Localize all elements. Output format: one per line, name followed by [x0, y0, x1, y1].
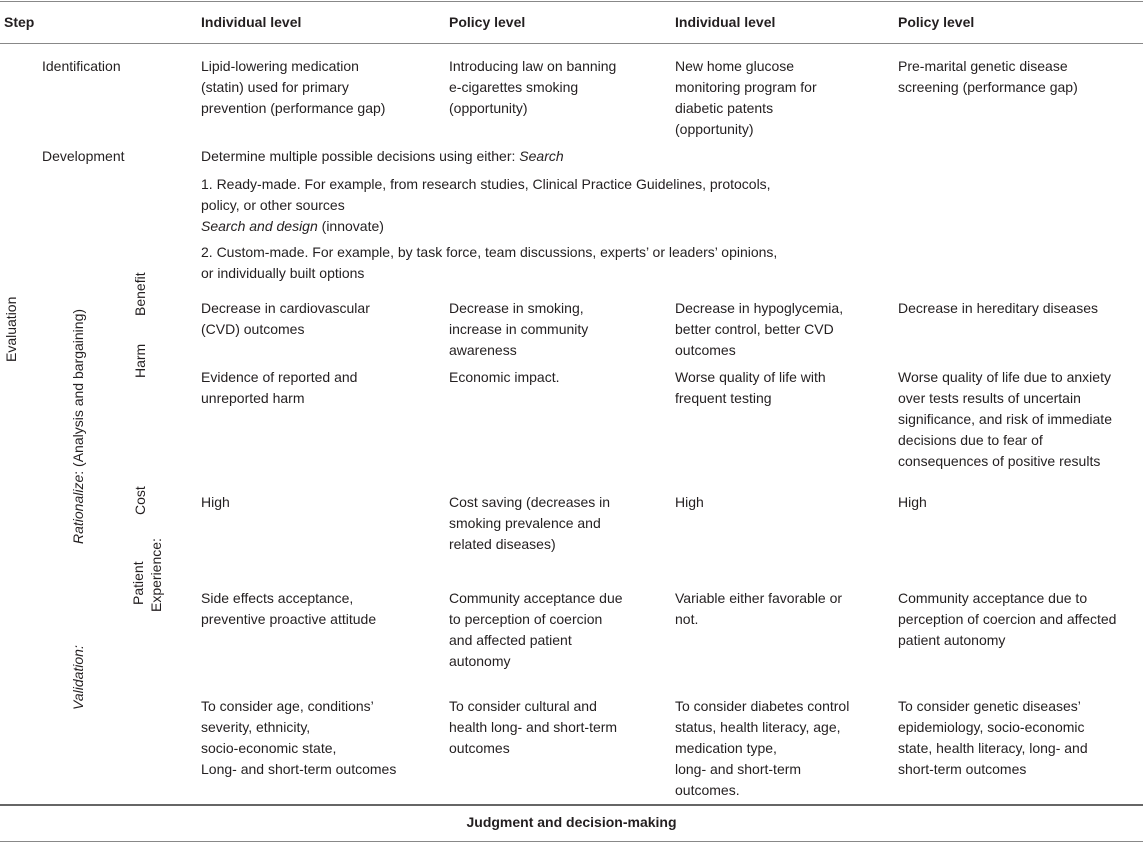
validation-c4 — [898, 696, 1088, 780]
line: better control, better CVD — [675, 321, 834, 337]
line: epidemiology, socio-economic — [898, 719, 1085, 735]
line: Worse quality of life with — [675, 369, 826, 385]
line: (statin) used for primary — [201, 79, 349, 95]
header-col3: Individual level — [675, 14, 776, 30]
rationalize-italic: Rationalize — [70, 474, 86, 544]
bottom-rule — [0, 841, 1143, 842]
line: High — [201, 494, 230, 510]
line: outcomes. — [675, 782, 740, 798]
line: long- and short-term — [675, 761, 802, 777]
line: diabetic patents — [675, 100, 774, 116]
line: To consider genetic diseases’ — [898, 698, 1081, 714]
line: short-term outcomes — [898, 761, 1027, 777]
harm-c3 — [675, 367, 826, 409]
line: Worse quality of life due to anxiety — [898, 369, 1111, 385]
header-col1: Individual level — [201, 14, 302, 30]
rationalize-rest: : (Analysis and bargaining) — [70, 308, 86, 475]
patient-experience-c4 — [898, 588, 1116, 651]
development-custom — [201, 242, 777, 284]
line: over tests results of uncertain — [898, 390, 1081, 406]
line: High — [898, 494, 927, 510]
line: health long- and short-term — [449, 719, 618, 735]
line: Pre-marital genetic disease — [898, 58, 1068, 74]
cost-c1 — [201, 492, 230, 513]
cost-label: Cost — [132, 486, 148, 515]
line: Side effects acceptance, — [201, 590, 354, 606]
line: Evidence of reported and — [201, 369, 358, 385]
line: High — [675, 494, 704, 510]
validation-c1 — [201, 696, 396, 780]
line: New home glucose — [675, 58, 795, 74]
benefit-c1 — [201, 298, 370, 340]
line: e-cigarettes smoking — [449, 79, 579, 95]
search-design-rest: (innovate) — [317, 218, 384, 234]
line: related diseases) — [449, 536, 556, 552]
harm-label: Harm — [132, 343, 148, 378]
line: To consider age, conditions’ — [201, 698, 374, 714]
line: outcomes — [675, 342, 736, 358]
line: 2. Custom-made. For example, by task force, team discussions, experts’ or leaders’ opinions, — [201, 244, 778, 260]
identification-label: Identification — [42, 58, 121, 74]
cost-c3 — [675, 492, 704, 513]
line: or individually built options — [201, 265, 365, 281]
line: monitoring program for — [675, 79, 817, 95]
line: severity, ethnicity, — [201, 719, 311, 735]
search-design-italic: Search and design — [201, 218, 318, 234]
development-ready — [201, 174, 771, 237]
line: significance, and risk of immediate — [898, 411, 1112, 427]
patient-experience-c1 — [201, 588, 376, 630]
line: unreported harm — [201, 390, 305, 406]
validation-label: Validation: — [70, 645, 86, 710]
evaluation-label: Evaluation — [3, 296, 19, 362]
top-rule — [0, 1, 1143, 2]
patient-label: Patient — [130, 561, 146, 605]
line: Cost saving (decreases in — [449, 494, 611, 510]
identification-c2 — [449, 56, 616, 119]
development-line1 — [201, 146, 564, 167]
line: preventive proactive attitude — [201, 611, 377, 627]
validation-c3 — [675, 696, 849, 801]
harm-c1 — [201, 367, 357, 409]
cost-c2 — [449, 492, 610, 555]
line — [201, 216, 771, 237]
identification-c1 — [201, 56, 385, 119]
line: Decrease in hereditary diseases — [898, 300, 1098, 316]
rationalize-label — [69, 309, 87, 544]
line: outcomes — [449, 740, 510, 756]
line: awareness — [449, 342, 517, 358]
line: medication type, — [675, 740, 777, 756]
header-step: Step — [4, 14, 35, 30]
line: smoking prevalence and — [449, 515, 601, 531]
validation-c2 — [449, 696, 617, 759]
line: state, health literacy, long- and — [898, 740, 1088, 756]
line: frequent testing — [675, 390, 772, 406]
line: to perception of coercion — [449, 611, 603, 627]
line: Long- and short-term outcomes — [201, 761, 397, 777]
benefit-c4 — [898, 298, 1098, 319]
line: consequences of positive results — [898, 453, 1101, 469]
line: policy, or other sources — [201, 197, 345, 213]
identification-c3 — [675, 56, 817, 140]
line: status, health literacy, age, — [675, 719, 841, 735]
line: Economic impact. — [449, 369, 560, 385]
identification-c4 — [898, 56, 1078, 98]
header-col2: Policy level — [449, 14, 526, 30]
line: Community acceptance due — [449, 590, 623, 606]
line: decisions due to fear of — [898, 432, 1043, 448]
line: Lipid-lowering medication — [201, 58, 359, 74]
benefit-label: Benefit — [132, 272, 148, 316]
development-line1-text: Determine multiple possible decisions using either: — [201, 148, 520, 164]
cost-c4 — [898, 492, 927, 513]
header-col4: Policy level — [898, 14, 975, 30]
footer-top-rule — [0, 804, 1143, 806]
line: Variable either favorable or — [675, 590, 843, 606]
header-rule — [0, 43, 1143, 44]
line: patient autonomy — [898, 632, 1006, 648]
development-label: Development — [42, 148, 125, 164]
line: (opportunity) — [449, 100, 528, 116]
harm-c2 — [449, 367, 559, 388]
patient-experience-c2 — [449, 588, 623, 672]
line: To consider diabetes control — [675, 698, 850, 714]
line: prevention (performance gap) — [201, 100, 386, 116]
line: Introducing law on banning — [449, 58, 617, 74]
experience-label: Experience: — [148, 538, 164, 612]
line: perception of coercion and affected — [898, 611, 1117, 627]
line: 1. Ready-made. For example, from research studies, Clinical Practice Guidelines, protocols, — [201, 176, 771, 192]
judgment-decision-making: Judgment and decision-making — [466, 814, 677, 830]
line: Decrease in cardiovascular — [201, 300, 370, 316]
line: Community acceptance due to — [898, 590, 1088, 606]
line: socio-economic state, — [201, 740, 337, 756]
harm-c4 — [898, 367, 1112, 472]
line: increase in community — [449, 321, 589, 337]
patient-experience-c3 — [675, 588, 842, 630]
line: Decrease in hypoglycemia, — [675, 300, 844, 316]
benefit-c3 — [675, 298, 843, 361]
benefit-c2 — [449, 298, 588, 361]
line: autonomy — [449, 653, 511, 669]
line: To consider cultural and — [449, 698, 597, 714]
line: not. — [675, 611, 699, 627]
line: Decrease in smoking, — [449, 300, 584, 316]
development-line1-italic: Search — [519, 148, 564, 164]
line: and affected patient — [449, 632, 572, 648]
line: (opportunity) — [675, 121, 754, 137]
line: screening (performance gap) — [898, 79, 1078, 95]
line: (CVD) outcomes — [201, 321, 305, 337]
